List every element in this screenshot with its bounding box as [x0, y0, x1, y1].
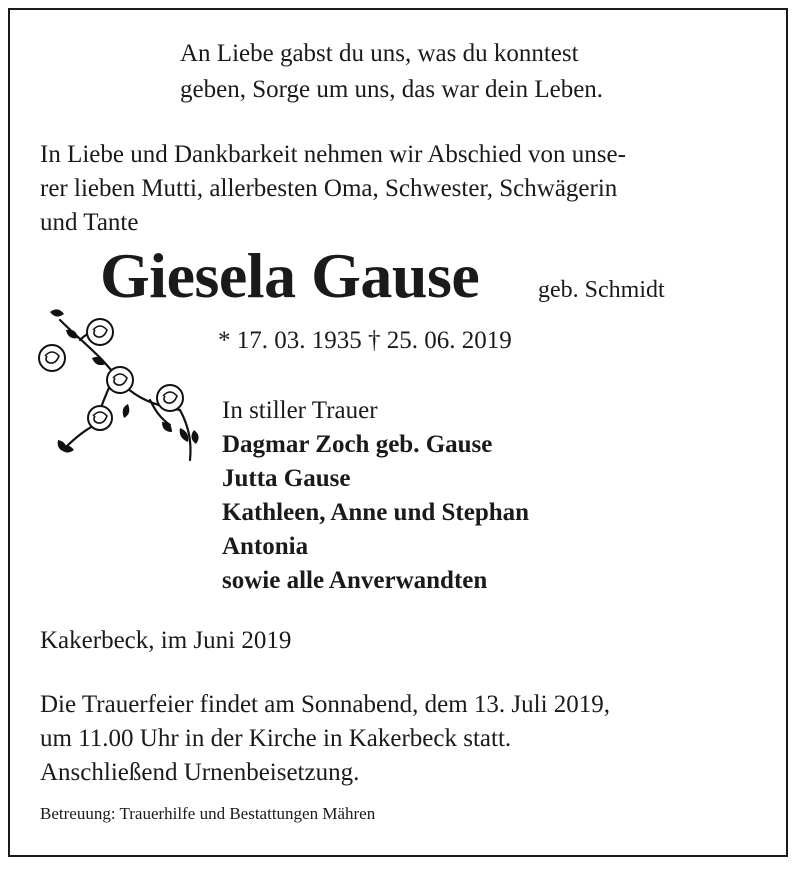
funeral-home-credit: Betreuung: Trauerhilfe und Bestattungen Mähren	[40, 804, 376, 823]
intro-line-2: rer lieben Mutti, allerbesten Oma, Schwester, Schwägerin	[40, 175, 618, 202]
mourning-heading: In stiller Trauer	[222, 397, 378, 424]
mourner-item: Dagmar Zoch geb. Gause	[222, 431, 493, 458]
poem-line-2: geben, Sorge um uns, das war dein Leben.	[180, 76, 604, 103]
mourner-item: sowie alle Anverwandten	[222, 567, 488, 594]
service-line-1: Die Trauerfeier findet am Sonnabend, dem 13. Juli 2019,	[40, 691, 611, 718]
intro-line-3: und Tante	[40, 209, 139, 236]
rose-branch-icon	[30, 300, 220, 470]
mourner-item: Jutta Gause	[222, 465, 351, 492]
intro-line-1: In Liebe und Dankbarkeit nehmen wir Abschied von unse-	[40, 141, 626, 168]
mourner-item: Antonia	[222, 533, 309, 560]
life-dates: * 17. 03. 1935 † 25. 06. 2019	[218, 327, 512, 354]
service-line-3: Anschließend Urnenbeisetzung.	[40, 759, 360, 786]
service-line-2: um 11.00 Uhr in der Kirche in Kakerbeck statt.	[40, 725, 512, 752]
mourner-item: Kathleen, Anne und Stephan	[222, 499, 530, 526]
poem-line-1: An Liebe gabst du uns, was du konntest	[180, 40, 579, 67]
place-and-date: Kakerbeck, im Juni 2019	[40, 627, 292, 654]
deceased-name: Giesela Gause	[100, 240, 480, 311]
maiden-name: geb. Schmidt	[538, 277, 665, 303]
